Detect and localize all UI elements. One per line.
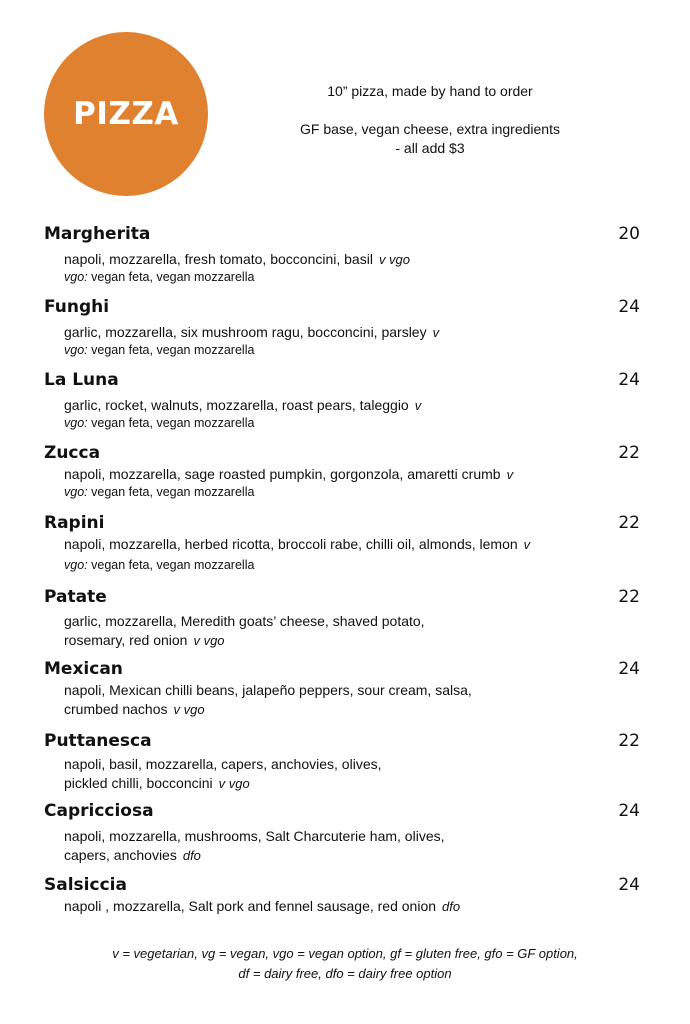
legend-line-2: df = dairy free, dfo = dairy free option	[238, 966, 452, 981]
legend-footer	[40, 944, 650, 984]
menu-item-salsiccia	[44, 873, 640, 916]
item-description: napoli, mozzarella, herbed ricotta, broccoli rabe, chilli oil, almonds, lemon	[64, 536, 518, 552]
item-description: garlic, mozzarella, six mushroom ragu, bocconcini, parsley	[64, 324, 427, 340]
vgo-label: vgo:	[64, 416, 88, 430]
vgo-text: vegan feta, vegan mozzarella	[91, 558, 255, 572]
item-vgo-note	[64, 484, 640, 501]
intro-line-1: 10” pizza, made by hand to order	[327, 83, 533, 99]
item-name: Mexican	[44, 659, 123, 679]
item-tags: v vgo	[378, 252, 411, 267]
item-vgo-note	[64, 415, 640, 432]
item-description-2: capers, anchovies	[64, 847, 177, 863]
vgo-text: vegan feta, vegan mozzarella	[91, 343, 255, 357]
vgo-label: vgo:	[64, 485, 88, 499]
menu-item-mexican	[44, 657, 640, 719]
item-tags: dfo	[442, 899, 461, 914]
pizza-badge	[44, 32, 208, 196]
item-name: Funghi	[44, 297, 110, 317]
item-tags: v	[506, 467, 514, 482]
menu-item-margherita	[44, 222, 640, 286]
item-description-2: crumbed nachos	[64, 701, 168, 717]
item-price: 22	[618, 731, 640, 751]
vgo-text: vegan feta, vegan mozzarella	[91, 416, 255, 430]
item-description: napoli, mozzarella, mushrooms, Salt Charcuterie ham, olives,	[64, 828, 445, 844]
item-tags: v vgo	[173, 702, 205, 717]
legend-line-1: v = vegetarian, vg = vegan, vgo = vegan option, gf = gluten free, gfo = GF option,	[112, 946, 578, 961]
item-price: 20	[618, 224, 640, 244]
item-tags: v	[523, 537, 531, 552]
intro-text	[270, 82, 590, 158]
badge-title: PIZZA	[73, 96, 179, 132]
item-description: napoli, mozzarella, fresh tomato, bocconcini, basil	[64, 251, 373, 267]
item-description: garlic, rocket, walnuts, mozzarella, roast pears, taleggio	[64, 397, 409, 413]
item-description: napoli, Mexican chilli beans, jalapeño peppers, sour cream, salsa,	[64, 682, 472, 698]
item-price: 24	[618, 875, 640, 895]
item-vgo-note	[64, 342, 640, 359]
menu-item-puttanesca	[44, 729, 640, 793]
item-description-2: rosemary, red onion	[64, 632, 188, 648]
item-name: Rapini	[44, 513, 105, 533]
menu-item-capricciosa	[44, 799, 640, 865]
item-description: napoli, basil, mozzarella, capers, anchovies, olives,	[64, 756, 382, 772]
item-price: 24	[618, 297, 640, 317]
item-price: 24	[618, 370, 640, 390]
menu-item-patate	[44, 585, 640, 650]
menu-item-la-luna	[44, 368, 640, 432]
vgo-label: vgo:	[64, 343, 88, 357]
item-vgo-note	[64, 557, 640, 574]
item-price: 22	[618, 513, 640, 533]
item-vgo-note	[64, 269, 640, 286]
item-description-2: pickled chilli, bocconcini	[64, 775, 213, 791]
intro-line-3: - all add $3	[395, 140, 465, 156]
item-description: napoli, mozzarella, sage roasted pumpkin, gorgonzola, amaretti crumb	[64, 466, 501, 482]
vgo-label: vgo:	[64, 558, 88, 572]
vgo-text: vegan feta, vegan mozzarella	[91, 270, 255, 284]
item-tags: v vgo	[193, 633, 225, 648]
item-name: Zucca	[44, 443, 101, 463]
intro-line-2: GF base, vegan cheese, extra ingredients	[300, 121, 560, 137]
menu-item-zucca	[44, 441, 640, 501]
item-name: Capricciosa	[44, 801, 154, 821]
item-name: Patate	[44, 587, 107, 607]
item-price: 24	[618, 801, 640, 821]
item-tags: dfo	[182, 848, 201, 863]
item-price: 24	[618, 659, 640, 679]
item-name: Salsiccia	[44, 875, 127, 895]
vgo-label: vgo:	[64, 270, 88, 284]
menu-item-funghi	[44, 295, 640, 359]
item-name: La Luna	[44, 370, 119, 390]
item-name: Puttanesca	[44, 731, 152, 751]
vgo-text: vegan feta, vegan mozzarella	[91, 485, 255, 499]
item-tags: v	[432, 325, 440, 340]
menu-item-rapini	[44, 511, 640, 574]
item-description: garlic, mozzarella, Meredith goats’ cheese, shaved potato,	[64, 613, 425, 629]
item-tags: v	[414, 398, 422, 413]
item-name: Margherita	[44, 224, 151, 244]
item-price: 22	[618, 587, 640, 607]
item-tags: v vgo	[218, 776, 250, 791]
item-description: napoli , mozzarella, Salt pork and fennel sausage, red onion	[64, 898, 437, 914]
item-price: 22	[618, 443, 640, 463]
